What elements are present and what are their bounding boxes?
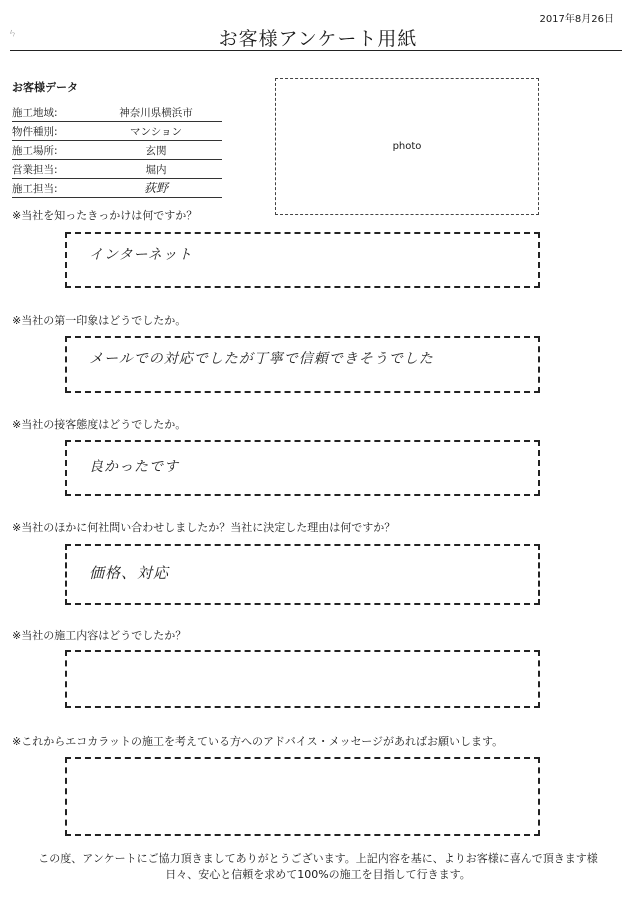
page-corner-mark: ㄣ (8, 29, 18, 39)
info-label: 施工地域: (12, 107, 58, 119)
question-4: ※当社のほかに何社問い合わせしましたか？当社に決定した理由は何ですか？ (12, 521, 396, 534)
info-label: 営業担当: (12, 164, 58, 176)
page-title: お客様アンケート用紙 (218, 28, 418, 50)
answer-3-handwritten: 良かったです (89, 459, 179, 475)
info-label: 施工担当: (12, 183, 58, 195)
info-value-handwritten: 荻野 (143, 181, 168, 195)
info-row-installer (12, 179, 222, 198)
footer-line-2: 日々、安心と信頼を求めて100%の施工を目指して行きます。 (165, 868, 471, 881)
info-value: 堀内 (145, 164, 167, 176)
answer-box-3 (65, 440, 540, 496)
info-label: 物件種別: (12, 126, 58, 138)
answer-2-handwritten: メールでの対応でしたが丁寧で信頼できそうでした (89, 351, 434, 367)
question-6: ※これからエコカラットの施工を考えている方へのアドバイス・メッセージがあればお願いします。 (12, 735, 504, 748)
info-value: 玄関 (145, 145, 167, 157)
question-2: ※当社の第一印象はどうでしたか。 (12, 314, 187, 327)
survey-date: 2017年8月26日 (539, 14, 614, 25)
answer-box-2 (65, 336, 540, 393)
info-value: 神奈川県横浜市 (119, 107, 193, 119)
title-divider (10, 50, 622, 51)
info-label: 施工場所: (12, 145, 58, 157)
info-row-property-type (12, 122, 222, 141)
photo-label: photo (392, 141, 422, 152)
answer-box-1 (65, 232, 540, 288)
answer-4-handwritten: 価格、対応 (89, 564, 170, 582)
answer-box-4 (65, 544, 540, 605)
info-value: マンション (129, 126, 183, 138)
customer-data-heading: お客様データ (12, 81, 78, 94)
photo-placeholder (275, 78, 539, 215)
answer-box-5 (65, 650, 540, 708)
question-5: ※当社の施工内容はどうでしたか？ (12, 629, 187, 642)
info-row-sales-rep (12, 160, 222, 179)
footer-line-1: この度、アンケートにご協力頂きましてありがとうございます。上記内容を基に、よりお客様に喜んで頂きます様 (38, 852, 598, 865)
info-row-location (12, 141, 222, 160)
question-3: ※当社の接客態度はどうでしたか。 (12, 418, 187, 431)
info-row-area (12, 103, 222, 122)
answer-1-handwritten: インターネット (89, 247, 193, 263)
answer-box-6 (65, 757, 540, 836)
question-1: ※当社を知ったきっかけは何ですか？ (12, 209, 198, 222)
